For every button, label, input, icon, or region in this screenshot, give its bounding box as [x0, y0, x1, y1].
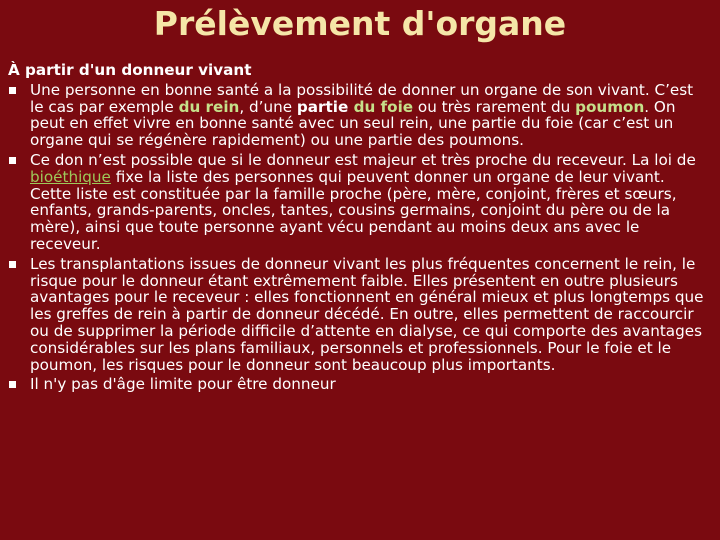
highlight-term: du rein — [178, 97, 240, 116]
list-item — [8, 82, 710, 149]
text-segment: Il n'y pas d'âge limite pour être donneur — [30, 375, 336, 394]
bullet-list — [8, 82, 710, 393]
square-bullet-icon — [9, 381, 16, 388]
text-segment: Les transplantations issues de donneur vivant les plus fréquentes concernent le rein, le risque pour le donneur étant extrêmement faible. Elles présentent en outre plusieurs avantages pour le receveur : elles fonctionnent en général mieux et plus longtemps que les greffes de rein à partir de donneur décédé. En outre, elles permettent de raccourcir ou de supprimer la période difficile d’attente en dialyse, ce qui comporte des avantages considérables sur les plans familiaux, personnels et professionnels. Pour le foie et le poumon, les risques pour le donneur sont beaucoup plus importants. — [30, 254, 704, 374]
text-segment: ou très rarement du — [413, 97, 576, 116]
text-segment: Ce don n’est possible que si le donneur est majeur et très proche du receveur. La loi de — [30, 150, 696, 169]
square-bullet-icon — [9, 157, 16, 164]
text-segment: Une personne en bonne santé a la possibilité de donner un organe de son vivant. C’est le cas par exemple — [30, 80, 694, 116]
list-item — [8, 256, 710, 374]
square-bullet-icon — [9, 261, 16, 268]
bold-term: partie — [296, 97, 354, 116]
subheading: À partir d'un donneur vivant — [8, 61, 252, 79]
highlight-term: poumon — [575, 97, 645, 116]
list-item — [8, 152, 710, 253]
slide-content — [8, 62, 710, 396]
slide-title: Prélèvement d'organe — [153, 4, 567, 43]
text-segment: fixe la liste des personnes qui peuvent donner un organe de leur vivant. Cette liste est constituée par la famille proche (père, mère, conjoint, frères et sœurs, enfants, grands-parents, oncles, tantes, cousins germains, conjoint du père ou de la mère), ainsi que toute personne ayant vécu pendant au moins deux ans avec le receveur. — [30, 167, 677, 253]
highlight-term: du foie — [353, 97, 414, 116]
list-item — [8, 376, 710, 393]
text-segment: , d’une — [239, 97, 297, 116]
square-bullet-icon — [9, 87, 16, 94]
bioethique-link[interactable]: bioéthique — [30, 167, 111, 186]
text-segment: . On peut en effet vivre en bonne santé avec un seul rein, une partie du foie (car c’est un organe qui se régénère rapidement) ou une partie des poumons. — [30, 97, 676, 150]
